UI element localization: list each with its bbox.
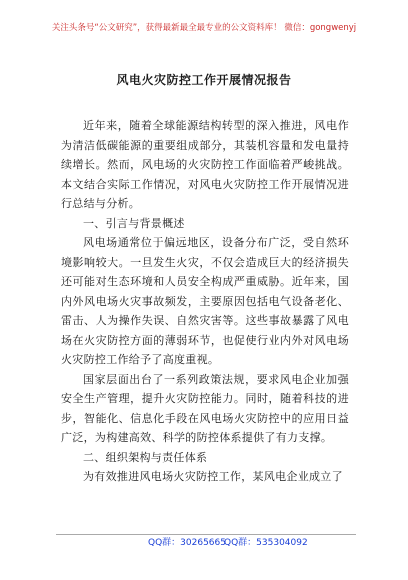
policy-paragraph: 国家层面出台了一系列政策法规，要求风电企业加强安全生产管理，提升火灾防控能力。同时，随着科技的进步，智能化、信息化手段在风电场火灾防控中的应用日益广泛，为构建高效、科学的防控体系提供了有力支撑。 xyxy=(61,372,349,444)
section-heading-1: 一、引言与背景概述 xyxy=(83,216,185,230)
section-heading-2: 二、组织架构与责任体系 xyxy=(83,450,208,464)
document-body xyxy=(61,116,349,487)
organization-paragraph: 为有效推进风电场火灾防控工作，某风电企业成立了 xyxy=(83,470,343,483)
header-banner: 关注头条号“公文研究”，获得最新最全最专业的公文资料库！ 微信：gongwenyj xyxy=(51,23,357,33)
footer-qq-group-1: QQ群：30265665 xyxy=(148,538,226,548)
footer-qq-group-2: QQ群：535304092 xyxy=(224,538,308,548)
intro-paragraph: 近年来，随着全球能源结构转型的深入推进，风电作为清洁低碳能源的重要组成部分，其装机容量和发电量持续增长。然而，风电场的火灾防控工作面临着严峻挑战。本文结合实际工作情况，对风电火灾防控工作开展情况进行总结与分析。 xyxy=(61,119,349,210)
background-paragraph: 风电场通常位于偏远地区，设备分布广泛，受自然环境影响较大。一旦发生火灾，不仅会造成巨大的经济损失还可能对生态环境和人员安全构成严重威胁。近年来，国内外风电场火灾事故频发，主要原因包括电气设备老化、雷击、人为操作失误、自然灾害等。这些事故暴露了风电场在火灾防控方面的薄弱环节，也促使行业内外对风电场火灾防控工作给予了高度重视。 xyxy=(61,236,349,366)
page-title: 风电火灾防控工作开展情况报告 xyxy=(116,73,292,87)
